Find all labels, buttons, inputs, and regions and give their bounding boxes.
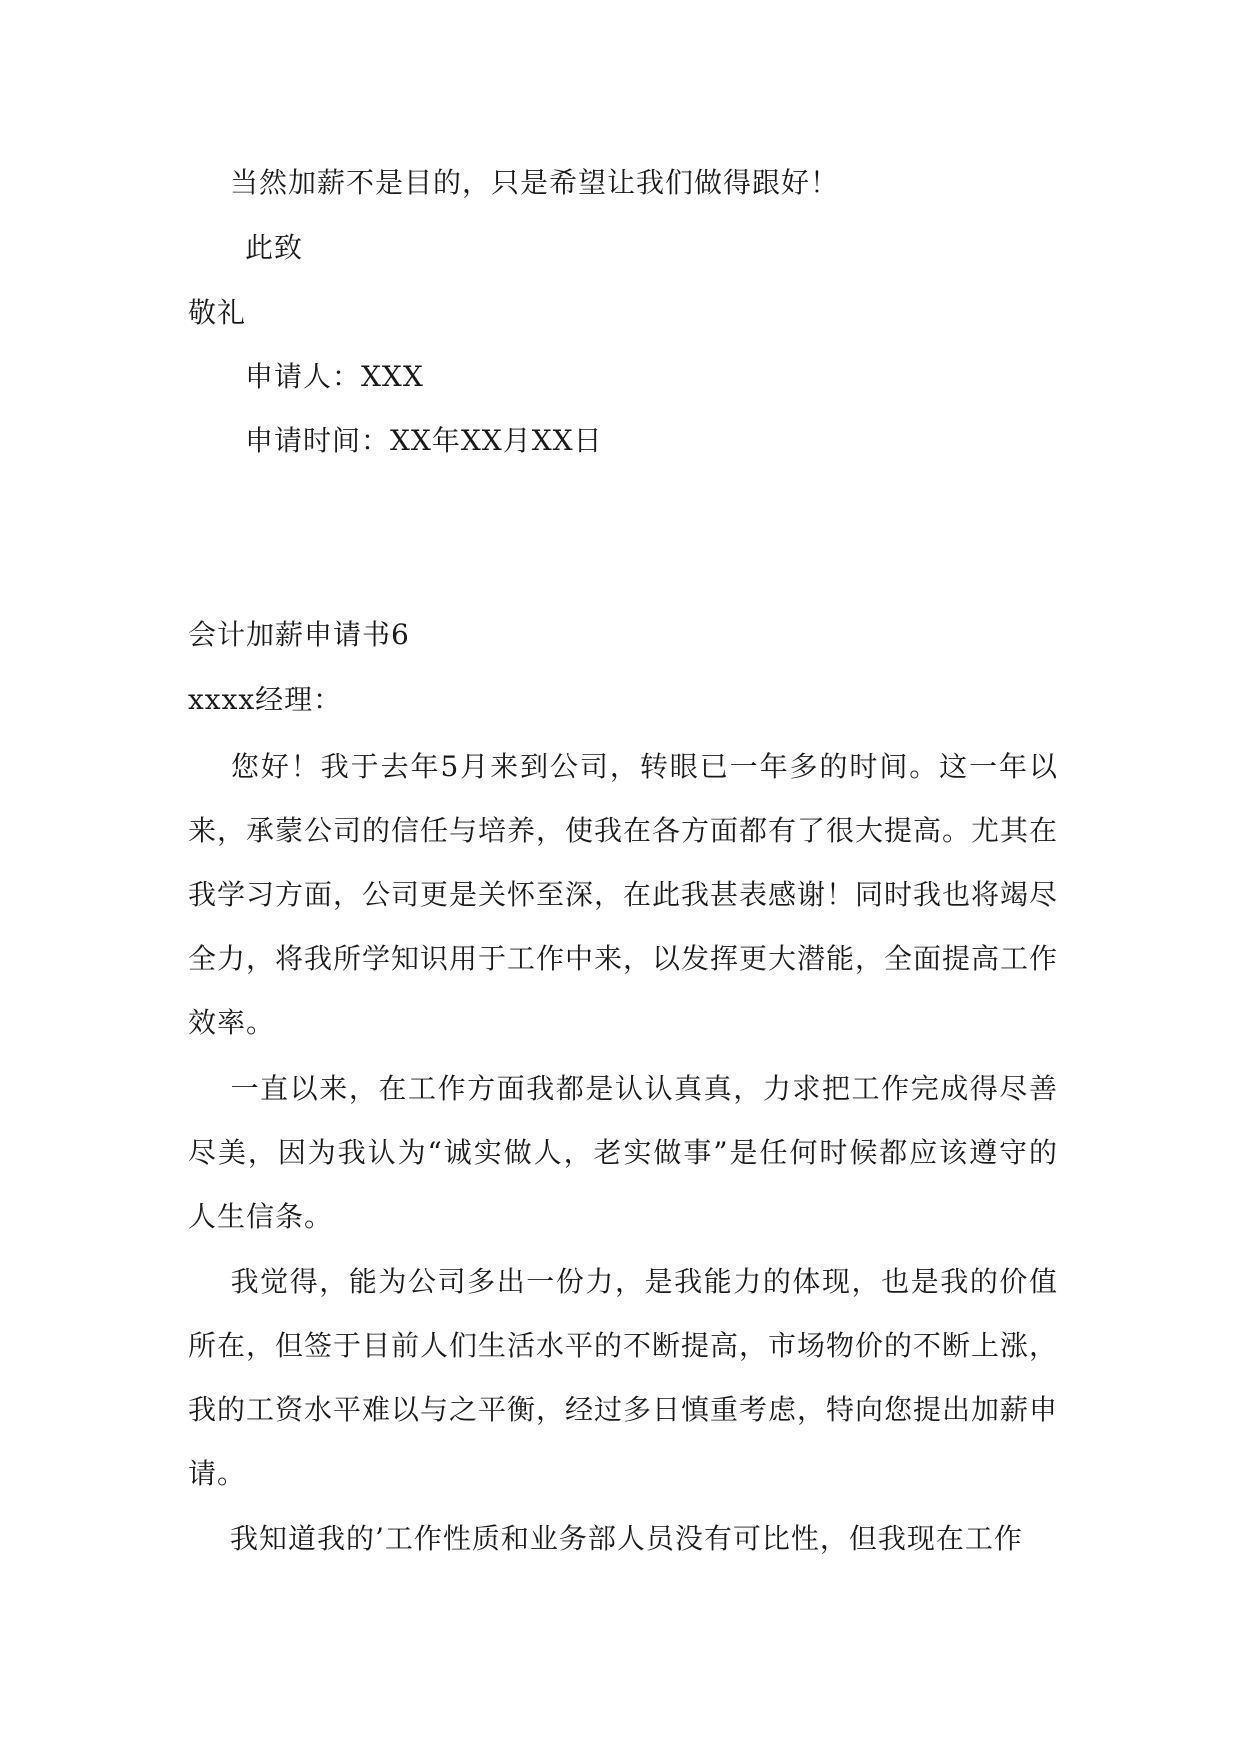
body-paragraph-3: 我觉得，能为公司多出一份力，是我能力的体现，也是我的价值所在，但签于目前人们生活水平的不断提高，市场物价的不断上涨，我的工资水平难以与之平衡，经过多日慎重考虑，特向您提出加薪申请。 <box>188 1265 1059 1490</box>
body-paragraph-1: 您好！我于去年5月来到公司，转眼已一年多的时间。这一年以来，承蒙公司的信任与培养，使我在各方面都有了很大提高。尤其在我学习方面，公司更是关怀至深，在此我甚表感谢！同时我也将竭尽全力，将我所学知识用于工作中来，以发挥更大潜能，全面提高工作效率。 <box>188 750 1059 1039</box>
salutation-line-2: 敬礼 <box>188 296 247 329</box>
application-date: 申请时间：XX年XX月XX日 <box>245 424 603 457</box>
body-paragraph-4: 我知道我的’工作性质和业务部人员没有可比性，但我现在工作 <box>230 1522 1023 1555</box>
letter-title: 会计加薪申请书6 <box>188 618 410 651</box>
body-paragraph-2: 一直以来，在工作方面我都是认认真真，力求把工作完成得尽善尽美，因为我认为“诚实做人，老实做事”是任何时候都应该遵守的人生信条。 <box>188 1072 1058 1233</box>
closing-sentence: 当然加薪不是目的，只是希望让我们做得跟好！ <box>230 166 840 199</box>
salutation-line-1: 此致 <box>245 231 304 264</box>
recipient-line: xxxx经理： <box>188 683 343 716</box>
applicant-signature: 申请人：XXX <box>245 360 424 393</box>
